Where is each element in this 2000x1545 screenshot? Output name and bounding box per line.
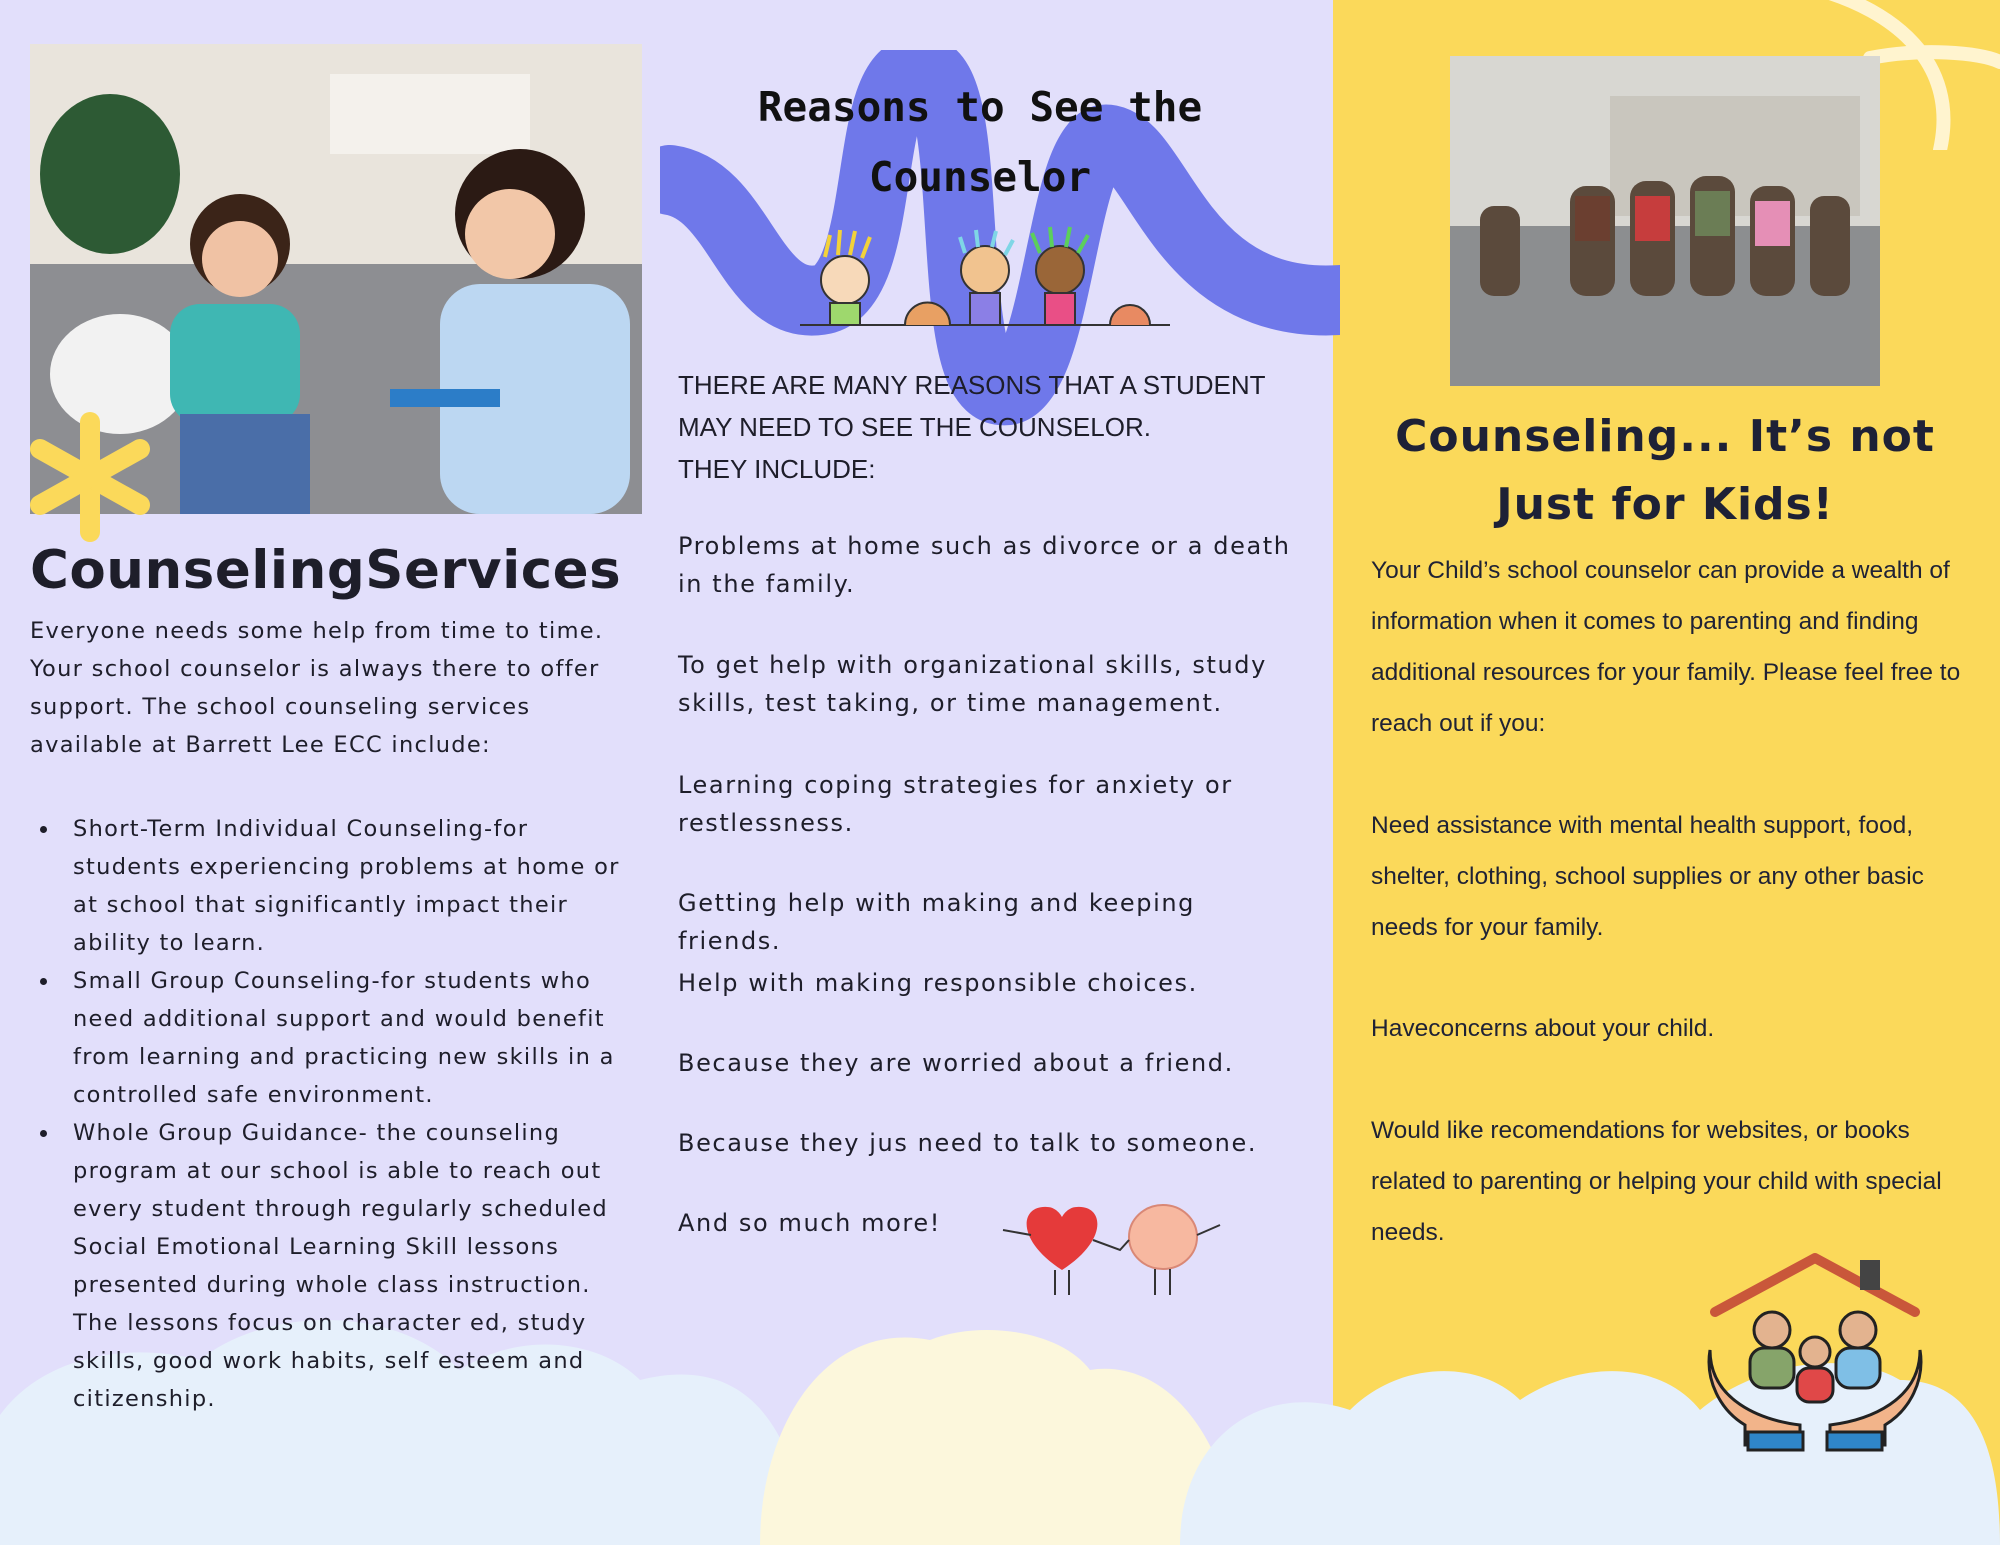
reason-item: Getting help with making and keeping friends. <box>678 889 1196 955</box>
services-list <box>30 810 630 1418</box>
kids-photo <box>1450 56 1880 386</box>
kids-photo-illustration <box>1450 56 1880 386</box>
reasons-title: Reasons to See the Counselor <box>757 83 1203 201</box>
reason-item: To get help with organizational skills, study skills, test taking, or time management. <box>678 651 1267 717</box>
reason-item: Because they jus need to talk to someone. <box>678 1129 1258 1157</box>
counseling-services-intro: Everyone needs some help from time to time. Your school counselor is always there to offer support. The school counseling services available at Barrett Lee ECC include: <box>30 618 604 758</box>
bullet-icon <box>40 978 47 985</box>
list-item: Small Group Counseling-for students who need additional support and would benefit from learning and practicing new skills in a controlled safe environment. <box>30 962 630 1114</box>
list-item: Whole Group Guidance- the counseling program at our school is able to reach out every student through regularly scheduled Social Emotional Learning Skill lessons presented during whole class instruction. The lessons focus on character ed, study skills, good work habits, self esteem and citizenship. <box>30 1114 630 1418</box>
reason-item: Because they are worried about a friend. <box>678 1049 1234 1077</box>
reasons-intro: THERE ARE MANY REASONS THAT A STUDENT MAY NEED TO SEE THE COUNSELOR. THEY INCLUDE: <box>678 370 1266 484</box>
reason-item: Learning coping strategies for anxiety or restlessness. <box>678 771 1233 837</box>
asterisk-icon <box>25 412 155 542</box>
parent-item: Would like recomendations for websites, or books related to parenting or helping your child with special needs. <box>1371 1117 1942 1246</box>
reason-item: Problems at home such as divorce or a death in the family. <box>678 532 1291 598</box>
counseling-services-title: CounselingServices <box>30 540 622 601</box>
parent-intro: Your Child’s school counselor can provide a wealth of information when it comes to parenting and finding additional resources for your family. Please feel free to reach out if you: <box>1371 557 1961 737</box>
parent-item: Haveconcerns about your child. <box>1371 1015 1715 1042</box>
reason-item: And so much more! <box>678 1209 941 1237</box>
family-home-icon <box>1700 1250 1930 1455</box>
children-doodle-icon <box>800 225 1170 335</box>
list-item: Short-Term Individual Counseling-for students experiencing problems at home or at school that significantly impact their ability to learn. <box>30 810 630 962</box>
bullet-icon <box>40 826 47 833</box>
bullet-icon <box>40 1130 47 1137</box>
parent-item: Need assistance with mental health support, food, shelter, clothing, school supplies or any other basic needs for your family. <box>1371 812 1924 941</box>
not-just-for-kids-title: Counseling... It’s not Just for Kids! <box>1395 411 1935 530</box>
reason-item: Help with making responsible choices. <box>678 969 1198 997</box>
heart-brain-icon <box>995 1195 1225 1305</box>
